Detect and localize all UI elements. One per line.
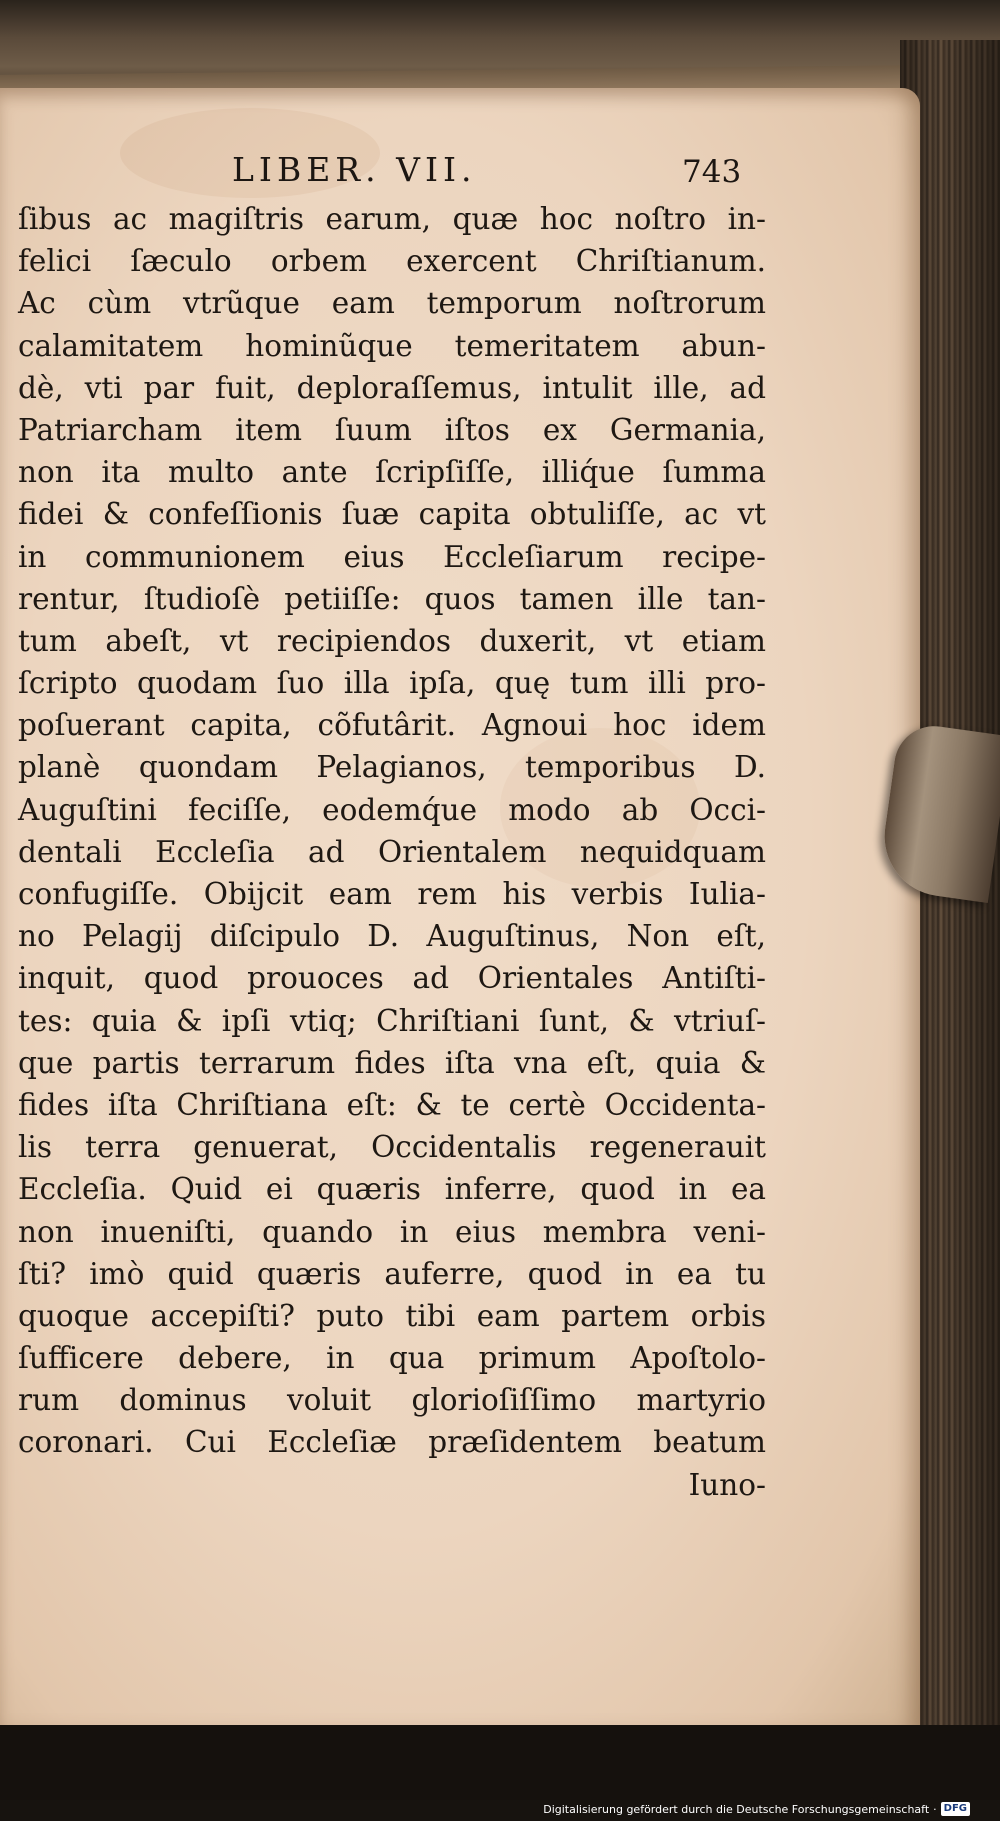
text-line: no Pelagij diſcipulo D. Auguſtinus, Non eſt, <box>18 919 766 954</box>
text-line: dentali Eccleſia ad Orientalem nequidquam <box>18 834 766 869</box>
text-line: inquit, quod prouoces ad Orientales Antiſti- <box>18 961 766 996</box>
text-line: dè, vti par fuit, deploraſſemus, intulit ille, ad <box>18 370 766 405</box>
text-line: Ac cùm vtrũque eam temporum noſtrorum <box>18 286 766 321</box>
running-head: LIBER. VII. <box>232 150 477 189</box>
text-line: Eccleſia. Quid ei quæris inferre, quod in ea <box>18 1172 766 1207</box>
text-line: que partis terrarum fides iſta vna eſt, quia & <box>18 1045 766 1080</box>
page-header <box>0 150 920 198</box>
body-text <box>18 198 766 1506</box>
text-line: lis terra genuerat, Occidentalis regenerauit <box>18 1130 766 1165</box>
text-line: rentur, ſtudioſè petiiſſe: quos tamen ille tan- <box>18 581 766 616</box>
text-line: in communionem eius Eccleſiarum recipe- <box>18 539 766 574</box>
text-line: tum abeſt, vt recipiendos duxerit, vt etiam <box>18 623 766 658</box>
text-line: ſti? imò quid quæris auferre, quod in ea tu <box>18 1256 766 1291</box>
text-line: non inueniſti, quando in eius membra veni- <box>18 1214 766 1249</box>
text-line: Patriarcham item ſuum iſtos ex Germania, <box>18 412 766 447</box>
text-line: ſufficere debere, in qua primum Apoſtolo- <box>18 1341 766 1376</box>
text-line: rum dominus voluit glorioſiſſimo martyrio <box>18 1383 766 1418</box>
text-line: coronari. Cui Eccleſiæ præſidentem beatum <box>18 1425 766 1460</box>
text-line: fides iſta Chriſtiana eſt: & te certè Occidenta- <box>18 1087 766 1122</box>
text-line: confugiſſe. Obijcit eam rem his verbis Iulia- <box>18 877 766 911</box>
text-line: non ita multo ante ſcripſiſſe, illiq́ue ſumma <box>18 455 766 490</box>
digitization-credit: Digitalisierung gefördert durch die Deutsche Forschungsgemeinschaft · DFG <box>543 1801 970 1817</box>
text-line: planè quondam Pelagianos, temporibus D. <box>18 750 766 785</box>
text-line: Auguſtini feciſſe, eodemq́ue modo ab Occi- <box>18 792 766 827</box>
text-line: poſuerant capita, cõfutârit. Agnoui hoc idem <box>18 708 766 743</box>
text-line: felici ſæculo orbem exercent Chriſtianum. <box>18 244 766 279</box>
text-line: tes: quia & ipſi vtiq; Chriſtiani ſunt, & vtriuſ- <box>18 1003 766 1038</box>
scan-bottom-band <box>0 1725 1000 1800</box>
text-line: ſibus ac magiſtris earum, quæ hoc noſtro in- <box>18 202 766 236</box>
credit-text: Digitalisierung gefördert durch die Deutsche Forschungsgemeinschaft <box>543 1802 930 1816</box>
text-line: calamitatem hominũque temeritatem abun- <box>18 328 766 363</box>
text-line: fidei & confeſſionis ſuæ capita obtuliſſe, ac vt <box>18 497 766 532</box>
page-number: 743 <box>682 154 742 190</box>
text-line: ſcripto quodam ſuo illa ipſa, quę tum illi pro- <box>18 666 766 701</box>
text-line: quoque accepiſti? puto tibi eam partem orbis <box>18 1298 766 1333</box>
catchword: Iuno- <box>688 1467 766 1502</box>
dfg-logo: DFG <box>941 1802 970 1816</box>
